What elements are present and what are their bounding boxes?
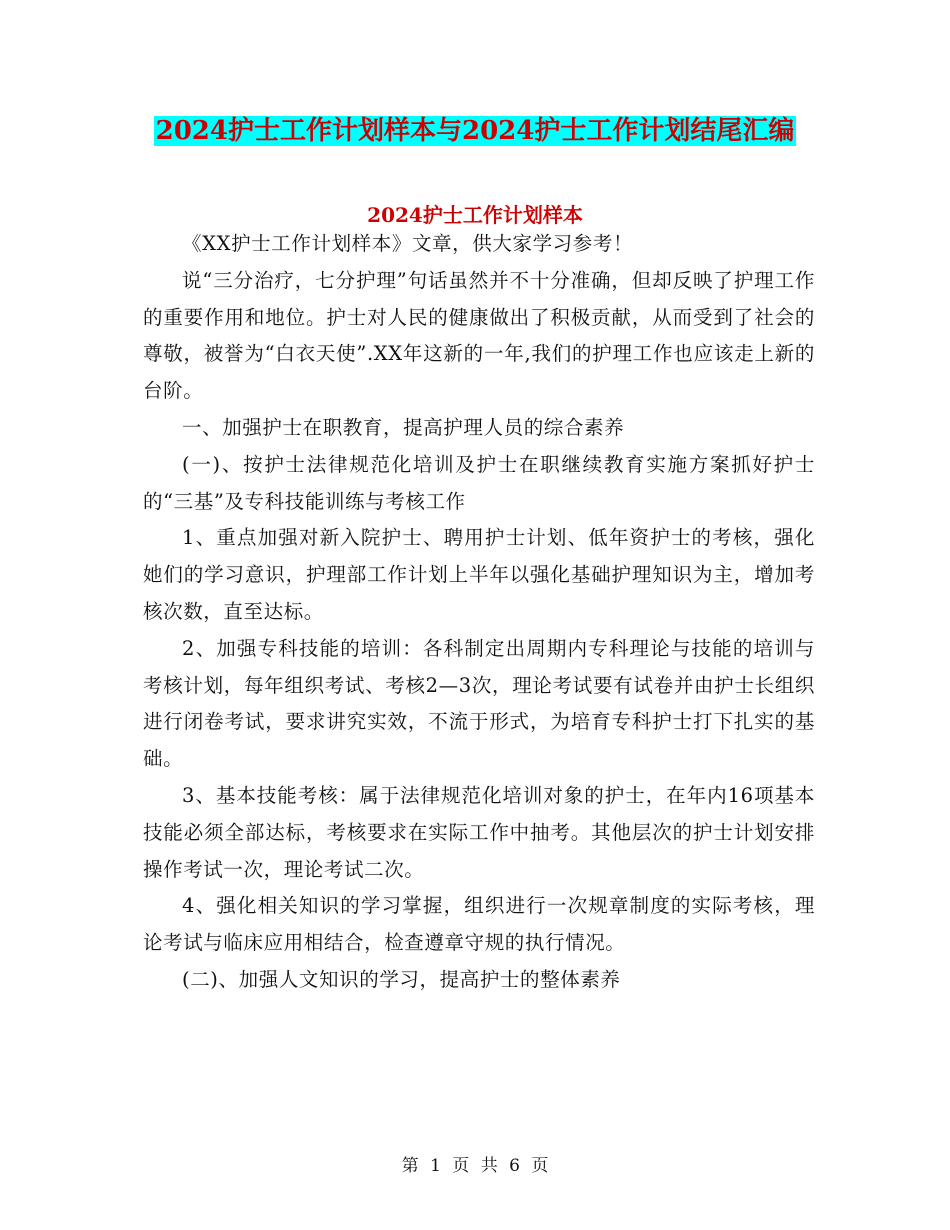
subheading-one: (一)、按护士法律规范化培训及护士在职继续教育实施方案抓好护士的“三基”及专科技能训练与考核工作 [143,452,815,513]
heading-part-one: 一、加强护士在职教育，提高护理人员的综合素养 [182,415,625,439]
document-title [0,112,950,150]
paragraph-item-2: 2、加强专科技能的培训：各科制定出周期内专科理论与技能的培训与考核计划，每年组织考试、考核2—3次，理论考试要有试卷并由护士长组织进行闭卷考试，要求讲究实效，不流于形式，为培育专科护士打下扎实的基础。 [143,636,815,771]
paragraph-background: 说“三分治疗，七分护理”句话虽然并不十分准确，但却反映了护理工作的重要作用和地位。护士对人民的健康做出了积极贡献，从而受到了社会的尊敬，被誉为“白衣天使”.XX年这新的一年,我们的护理工作也应该走上新的台阶。 [143,268,815,403]
paragraph-item-1: 1、重点加强对新入院护士、聘用护士计划、低年资护士的考核，强化她们的学习意识，护理部工作计划上半年以强化基础护理知识为主，增加考核次数，直至达标。 [143,526,815,623]
subheading-two: (二)、加强人文知识的学习，提高护士的整体素养 [182,967,621,991]
paragraph-item-3: 3、基本技能考核：属于法律规范化培训对象的护士，在年内16项基本技能必须全部达标，考核要求在实际工作中抽考。其他层次的护士计划安排操作考试一次，理论考试二次。 [143,783,815,881]
document-body [143,226,815,999]
paragraph-intro: 《XX护士工作计划样本》文章，供大家学习参考！ [182,232,634,255]
section-title: 2024护士工作计划样本 [367,203,583,227]
page-number-footer: 第 1 页 共 6 页 [401,1156,549,1176]
document-title-text: 2024护士工作计划样本与2024护士工作计划结尾汇编 [155,116,795,146]
paragraph-item-4: 4、强化相关知识的学习掌握，组织进行一次规章制度的实际考核，理论考试与临床应用相结合，检查遵章守规的执行情况。 [143,894,815,955]
